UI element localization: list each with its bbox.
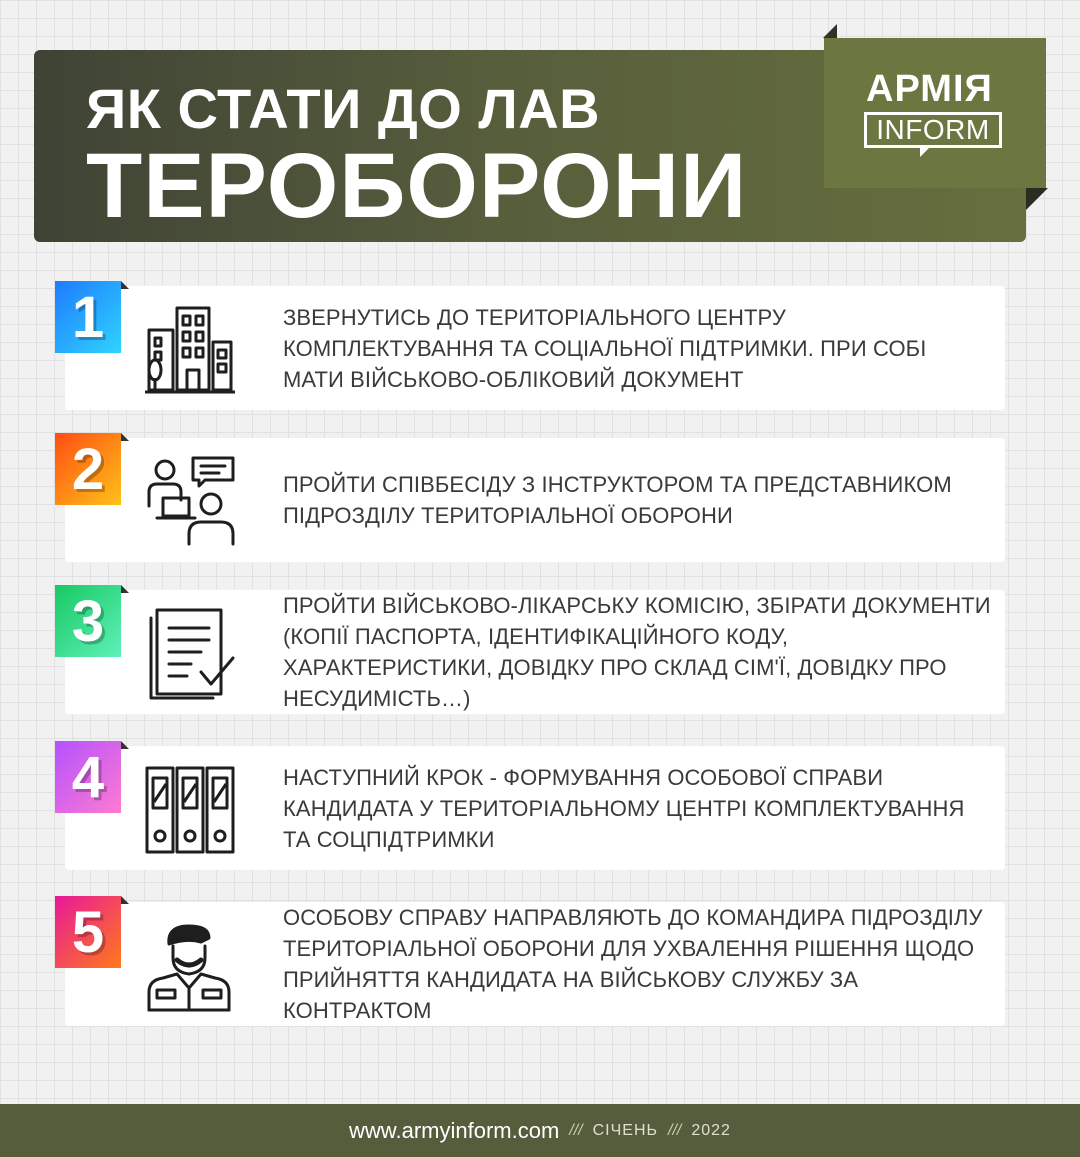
building-icon (143, 302, 237, 396)
interview-icon (143, 454, 237, 548)
footer-month: СІЧЕНЬ (592, 1121, 659, 1139)
armyinform-logo (824, 38, 1046, 188)
footer-separator-2: /// (668, 1121, 682, 1139)
step-card-1 (65, 286, 1005, 410)
step-card-5 (65, 902, 1005, 1026)
step-card-4 (65, 746, 1005, 870)
step-4-text: НАСТУПНИЙ КРОК - ФОРМУВАННЯ ОСОБОВОЇ СПРАВИ КАНДИДАТА У ТЕРИТОРІАЛЬНОМУ ЦЕНТРІ КОМПЛЕКТУВАННЯ ТА СОЦПІДТРИМКИ (283, 764, 965, 852)
logo-speech-tail (920, 145, 932, 157)
step-1-text: ЗВЕРНУТИСЬ ДО ТЕРИТОРІАЛЬНОГО ЦЕНТРУ КОМПЛЕКТУВАННЯ ТА СОЦІАЛЬНОЇ ПІДТРИМКИ. ПРИ СОБІ МАТИ ВІЙСЬКОВО-ОБЛІКОВИЙ ДОКУМЕНТ (283, 304, 927, 392)
website-link[interactable]: www.armyinform.com (349, 1117, 560, 1143)
step-2-text: ПРОЙТИ СПІВБЕСІДУ З ІНСТРУКТОРОМ ТА ПРЕДСТАВНИКОМ ПІДРОЗДІЛУ ТЕРИТОРІАЛЬНОЇ ОБОРОНИ (283, 472, 952, 528)
soldier-icon (143, 918, 237, 1012)
step-number-badge-1: 1 (55, 281, 121, 353)
step-card-2 (65, 438, 1005, 562)
footer-separator: /// (569, 1121, 583, 1139)
title-line-1: ЯК СТАТИ ДО ЛАВ (86, 77, 601, 140)
step-number-badge-4: 4 (55, 741, 121, 813)
logo-text-bottom: INFORM (864, 112, 1002, 148)
binders-icon (143, 762, 237, 856)
step-5-text: ОСОБОВУ СПРАВУ НАПРАВЛЯЮТЬ ДО КОМАНДИРА ПІДРОЗДІЛУ ТЕРИТОРІАЛЬНОЇ ОБОРОНИ ДЛЯ УХВАЛЕННЯ РІШЕННЯ ЩОДО ПРИЙНЯТТЯ КАНДИДАТА НА ВІЙСЬКОВУ СЛУЖБУ ЗА КОНТРАКТОМ (283, 905, 983, 1023)
title-line-2: ТЕРОБОРОНИ (86, 135, 748, 237)
checklist-document-icon (143, 606, 237, 700)
step-number-badge-2: 2 (55, 433, 121, 505)
step-card-3 (65, 590, 1005, 714)
logo-text-top: АРМІЯ (866, 68, 993, 110)
footer-bar (0, 1104, 1080, 1157)
step-number-badge-3: 3 (55, 585, 121, 657)
step-number-badge-5: 5 (55, 896, 121, 968)
footer-year: 2022 (691, 1121, 731, 1139)
step-3-text: ПРОЙТИ ВІЙСЬКОВО-ЛІКАРСЬКУ КОМІСІЮ, ЗБІРАТИ ДОКУМЕНТИ (КОПІЇ ПАСПОРТА, ІДЕНТИФІКАЦІЙНОГО КОДУ, ХАРАКТЕРИСТИКИ, ДОВІДКУ ПРО СКЛАД СІМ'Ї, ДОВІДКУ ПРО НЕСУДИМІСТЬ…) (283, 593, 991, 711)
